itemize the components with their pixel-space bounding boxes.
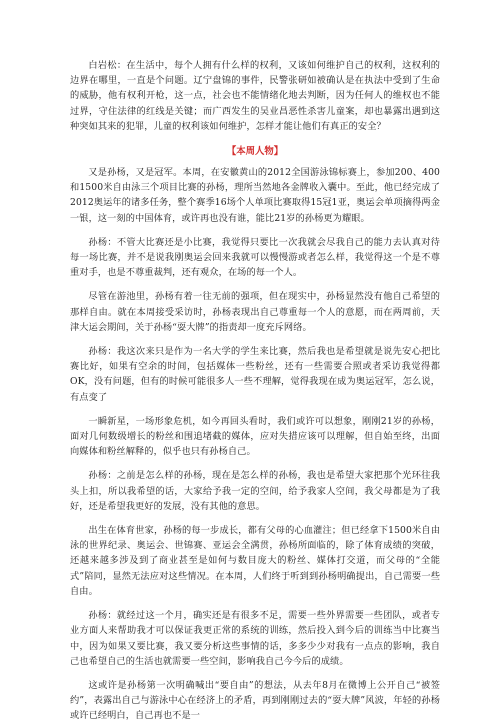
body-paragraph: 孙杨：不管大比赛还是小比赛，我觉得只要比一次我就会尽我自己的能力去认真对待每一场比赛，并不是说我刚奥运会回来我就可以慢慢游或者怎么样，我觉得这一个是不尊重对手，也是不尊重裁判，还有观众，在场的每一个人。	[70, 236, 440, 279]
intro-paragraph: 白岩松：在生活中，每个人拥有什么样的权利，又该如何维护自己的权利，这权利的边界在哪里，一直是个问题。辽宁盘锦的事件，民警张研如被确认是在执法中受到了生命的威胁，他有权利开枪，这一点，社会也不能情绪化地去判断，因为任何人的维权也不能过界，守住法律的红线是关键；而广西发生的吴业昌恶性杀害儿童案，却也暴露出遇到这种突如其来的犯罪，儿童的权利该如何维护，怎样才能让他们有真正的安全？	[70, 60, 440, 132]
body-paragraph: 一瞬新星，一场形象危机，如今再回头看时，我们或许可以想象，刚刚21岁的孙杨，面对几何数级增长的粉丝和围追堵截的媒体，应对失措应该可以理解，但自始至终，出面向媒体和粉丝解释的，似乎也只有孙杨自己。	[70, 415, 440, 458]
body-paragraph: 又是孙杨，又是冠军。本周，在安徽黄山的2012全国游泳锦标赛上，参加200、400和1500米自由泳三个项目比赛的孙杨，理所当然地各金牌收入囊中。至此，他已经完成了2012奥运年的诸多任务，整个赛季16场个人单项比赛取得15冠1亚，奥运会单项摘得两金一银，这一刻的中国体育，或许再也没有谁，能比21岁的孙杨更为耀眼。	[70, 167, 440, 224]
body-paragraph: 孙杨：我这次来只是作为一名大学的学生来比赛，然后我也是希望就是说先安心把比赛比好，如果有空余的时间，包括媒体一些粉丝，还有一些需要合照或者采访我觉得都OK，没有问题，但有的时候可能很多人一些不理解，觉得我现在成为奥运冠军，怎么说，有点变了	[70, 346, 440, 403]
body-paragraph: 孙杨：就经过这一个月，确实还是有很多不足，需要一些外界需要一些团队，或者专业方面人来帮助我才可以保证我更正常的系统的训练，然后投入到今后的训练当中比赛当中，因为如果又要比赛，我又要分析这些事情的话，多多少少对我有一点点的影响，我自己也希望自己的生活也就需要一些空间，影响我自己今今后的成绩。	[70, 610, 440, 667]
body-paragraph: 这或许是孙杨第一次明确喊出“要自由”的想法，从去年8月在微博上公开自己“被签约”，表露出自己与游泳中心在经济上的矛盾，再到刚刚过去的“耍大牌”风波，年轻的孙杨或许已经明白，自己再也不是一	[70, 679, 440, 722]
body-paragraph: 出生在体育世家，孙杨的每一步成长，都有父母的心血灌注；但已经拿下1500米自由泳的世界纪录、奥运会、世锦赛、亚运会全满贯，孙杨所面临的，除了体育成绩的突破，还越来越多涉及到了商业甚至是如何与数目庞大的粉丝、媒体打交道，而父母的“全能式”陪同，显然无法应对这些情况。在本周，人们终于听到到孙杨明确提出，自己需要一些自由。	[70, 525, 440, 597]
section-heading-weekly-person: 【本周人物】	[226, 146, 284, 158]
body-paragraph: 尽管在游池里，孙杨有着一往无前的强项，但在现实中，孙杨显然没有他自己希望的那样自由。就在本周接受采访时，孙杨表现出自己尊重每一个人的意愿，而在两周前，天津大运会期间，关于孙杨“耍大牌”的指责却一度充斥网络。	[70, 291, 440, 333]
body-paragraph: 孙杨：之前是怎么样的孙杨，现在是怎么样的孙杨，我也是希望大家把那个光环往我头上扣，所以我希望的话，大家给予我一定的空间，给予我家人空间，我父母都是为了我好，还是希望我更好的发展，没有其他的意思。	[70, 470, 440, 512]
